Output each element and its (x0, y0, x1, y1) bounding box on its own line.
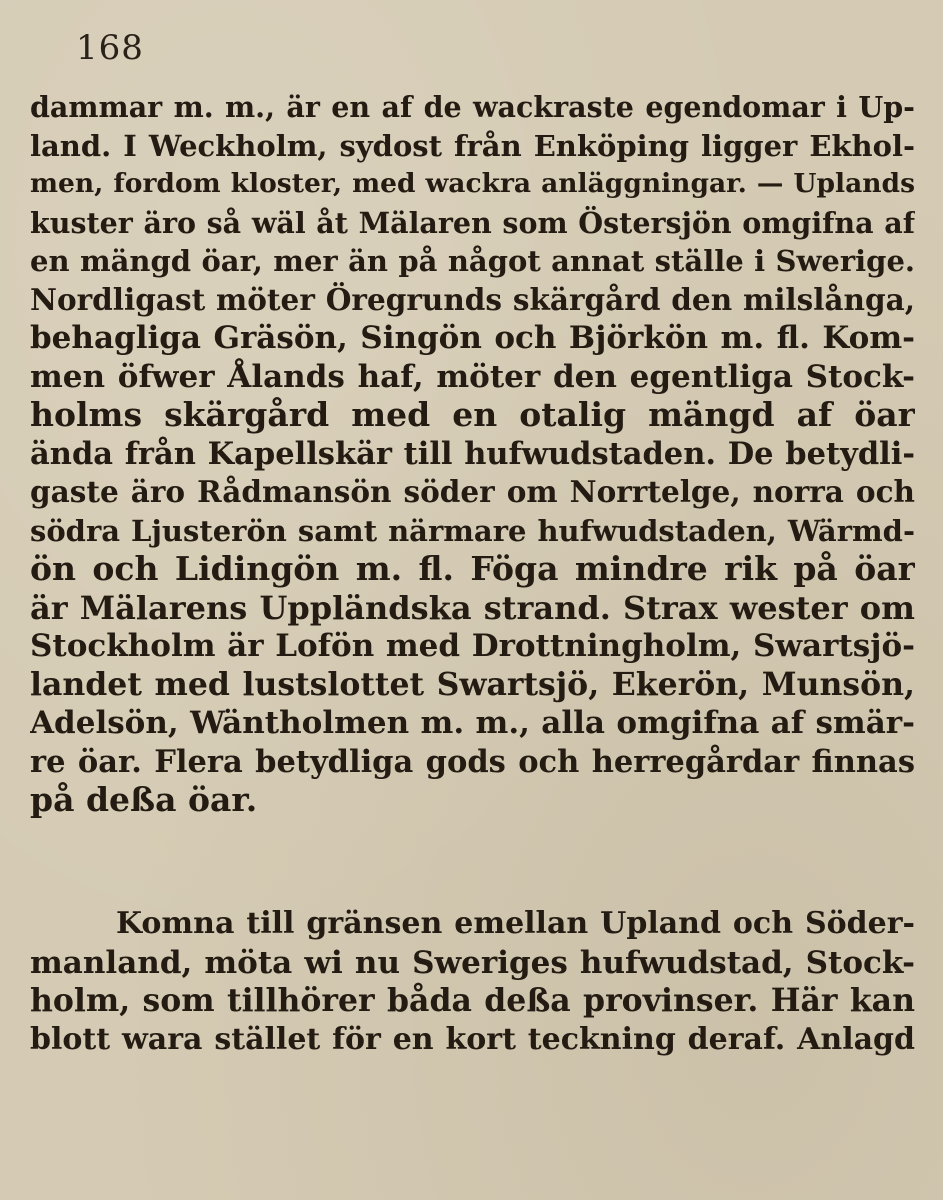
text-line: holm, som tillhörer båda deßa provinser. Här kan (30, 982, 915, 1019)
text-line: är Mälarens Uppländska strand. Strax wester om (30, 588, 915, 627)
text-line: ön och Lidingön m. fl. Föga mindre rik på öar (30, 550, 915, 588)
text-line: men, fordom kloster, med wackra anläggningar. — Uplands (30, 168, 915, 199)
text-line: manland, möta wi nu Sweriges hufwudstad, Stock- (30, 944, 915, 981)
text-line: blott wara stället för en kort teckning deraf. Anlagd (30, 1021, 915, 1057)
text-line: dammar m. m., är en af de wackraste egendomar i Up- (30, 90, 915, 124)
text-line: Adelsön, Wäntholmen m. m., alla omgifna af smär- (30, 705, 915, 741)
text-line: land. I Weckholm, sydost från Enköping ligger Ekhol- (30, 128, 915, 163)
text-line: kuster äro så wäl åt Mälaren som Östersjön omgifna af (30, 205, 915, 240)
text-line: holms skärgård med en otalig mängd af öar (30, 396, 915, 434)
text-line: södra Ljusterön samt närmare hufwudstaden, Wärmd- (30, 513, 915, 548)
text-line: Nordligast möter Öregrunds skärgård den milslånga, (30, 281, 915, 317)
text-line: behagliga Gräsön, Singön och Björkön m. fl. Kom- (30, 320, 915, 356)
text-line: Stockholm är Lofön med Drottningholm, Swartsjö- (30, 628, 915, 664)
text-line: gaste äro Rådmansön söder om Norrtelge, norra och (30, 474, 915, 509)
text-line: på deßa öar. (30, 781, 258, 819)
paragraph-1 (30, 88, 915, 820)
text-line: Komna till gränsen emellan Upland och Söder- (116, 906, 915, 941)
text-line: re öar. Flera betydliga gods och herregårdar finnas (30, 743, 915, 780)
text-line: landet med lustslottet Swartsjö, Ekerön, Munsön, (30, 665, 915, 703)
text-line: en mängd öar, mer än på något annat ställe i Swerige. (30, 244, 915, 278)
text-line: ända från Kapellskär till hufwudstaden. De betydli- (30, 435, 915, 472)
paragraph-2 (30, 905, 915, 1059)
page-number: 168 (76, 28, 144, 68)
text-line: men öfwer Ålands haf, möter den egentliga Stock- (30, 358, 915, 395)
